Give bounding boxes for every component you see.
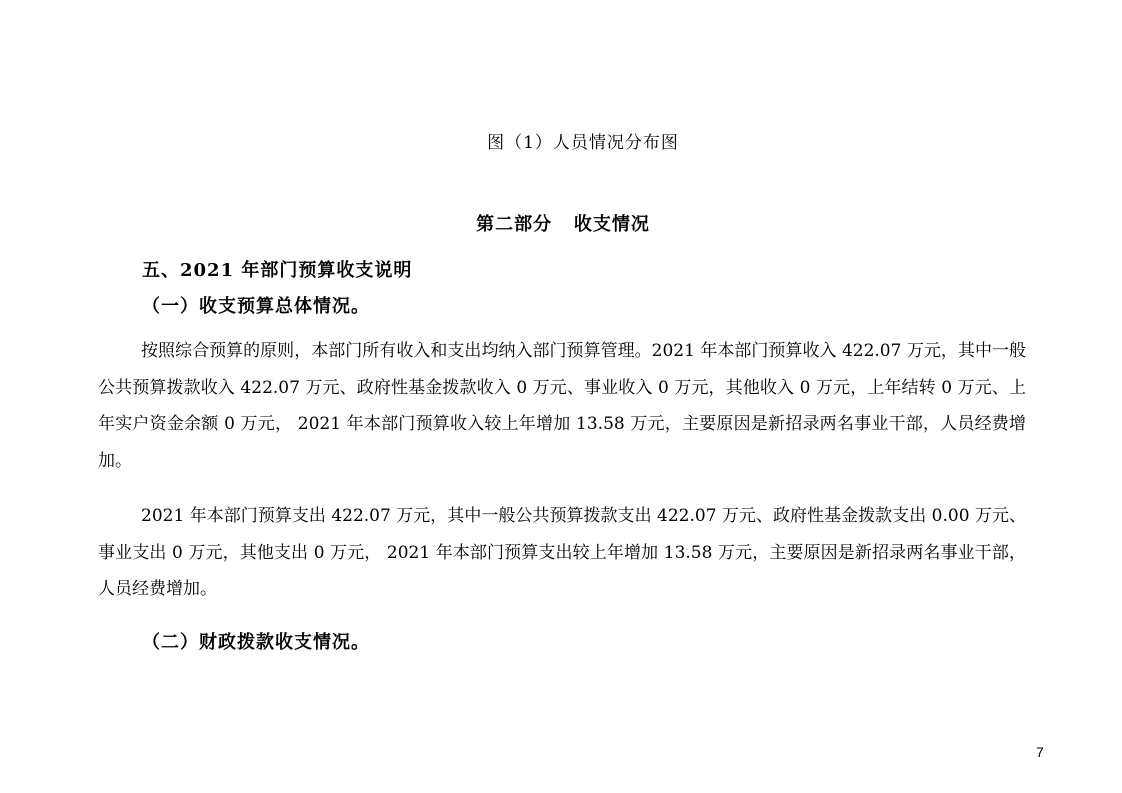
figure-caption: 图（1）人员情况分布图 [487,133,679,153]
subsection-heading-1: （一）收支预算总体情况。 [142,296,370,317]
part-title: 第二部分 收支情况 [476,214,650,235]
subsection-heading-2: （二）财政拨款收支情况。 [142,632,370,653]
paragraph-income: 按照综合预算的原则，本部门所有收入和支出均纳入部门预算管理。2021 年本部门预算收入 422.07 万元，其中一般公共预算拨款收入 422.07 万元、政府性基金拨款收入 0 万元、事业收入 0 万元，其他收入 0 万元，上年结转 0 万元、上年实户资金余额 0 万元， 2021 年本部门预算收入较上年增加 13.58 万元，主要原因是新招录两名事业干部，人员经费增加。 [98,341,1026,472]
section-heading: 五、2021 年部门预算收支说明 [142,260,413,281]
page-number: 7 [1036,744,1044,760]
paragraph-expenditure: 2021 年本部门预算支出 422.07 万元，其中一般公共预算拨款支出 422.07 万元、政府性基金拨款支出 0.00 万元、事业支出 0 万元，其他支出 0 万元， 2021 年本部门预算支出较上年增加 13.58 万元，主要原因是新招录两名事业干部，人员经费增加。 [98,506,1026,600]
